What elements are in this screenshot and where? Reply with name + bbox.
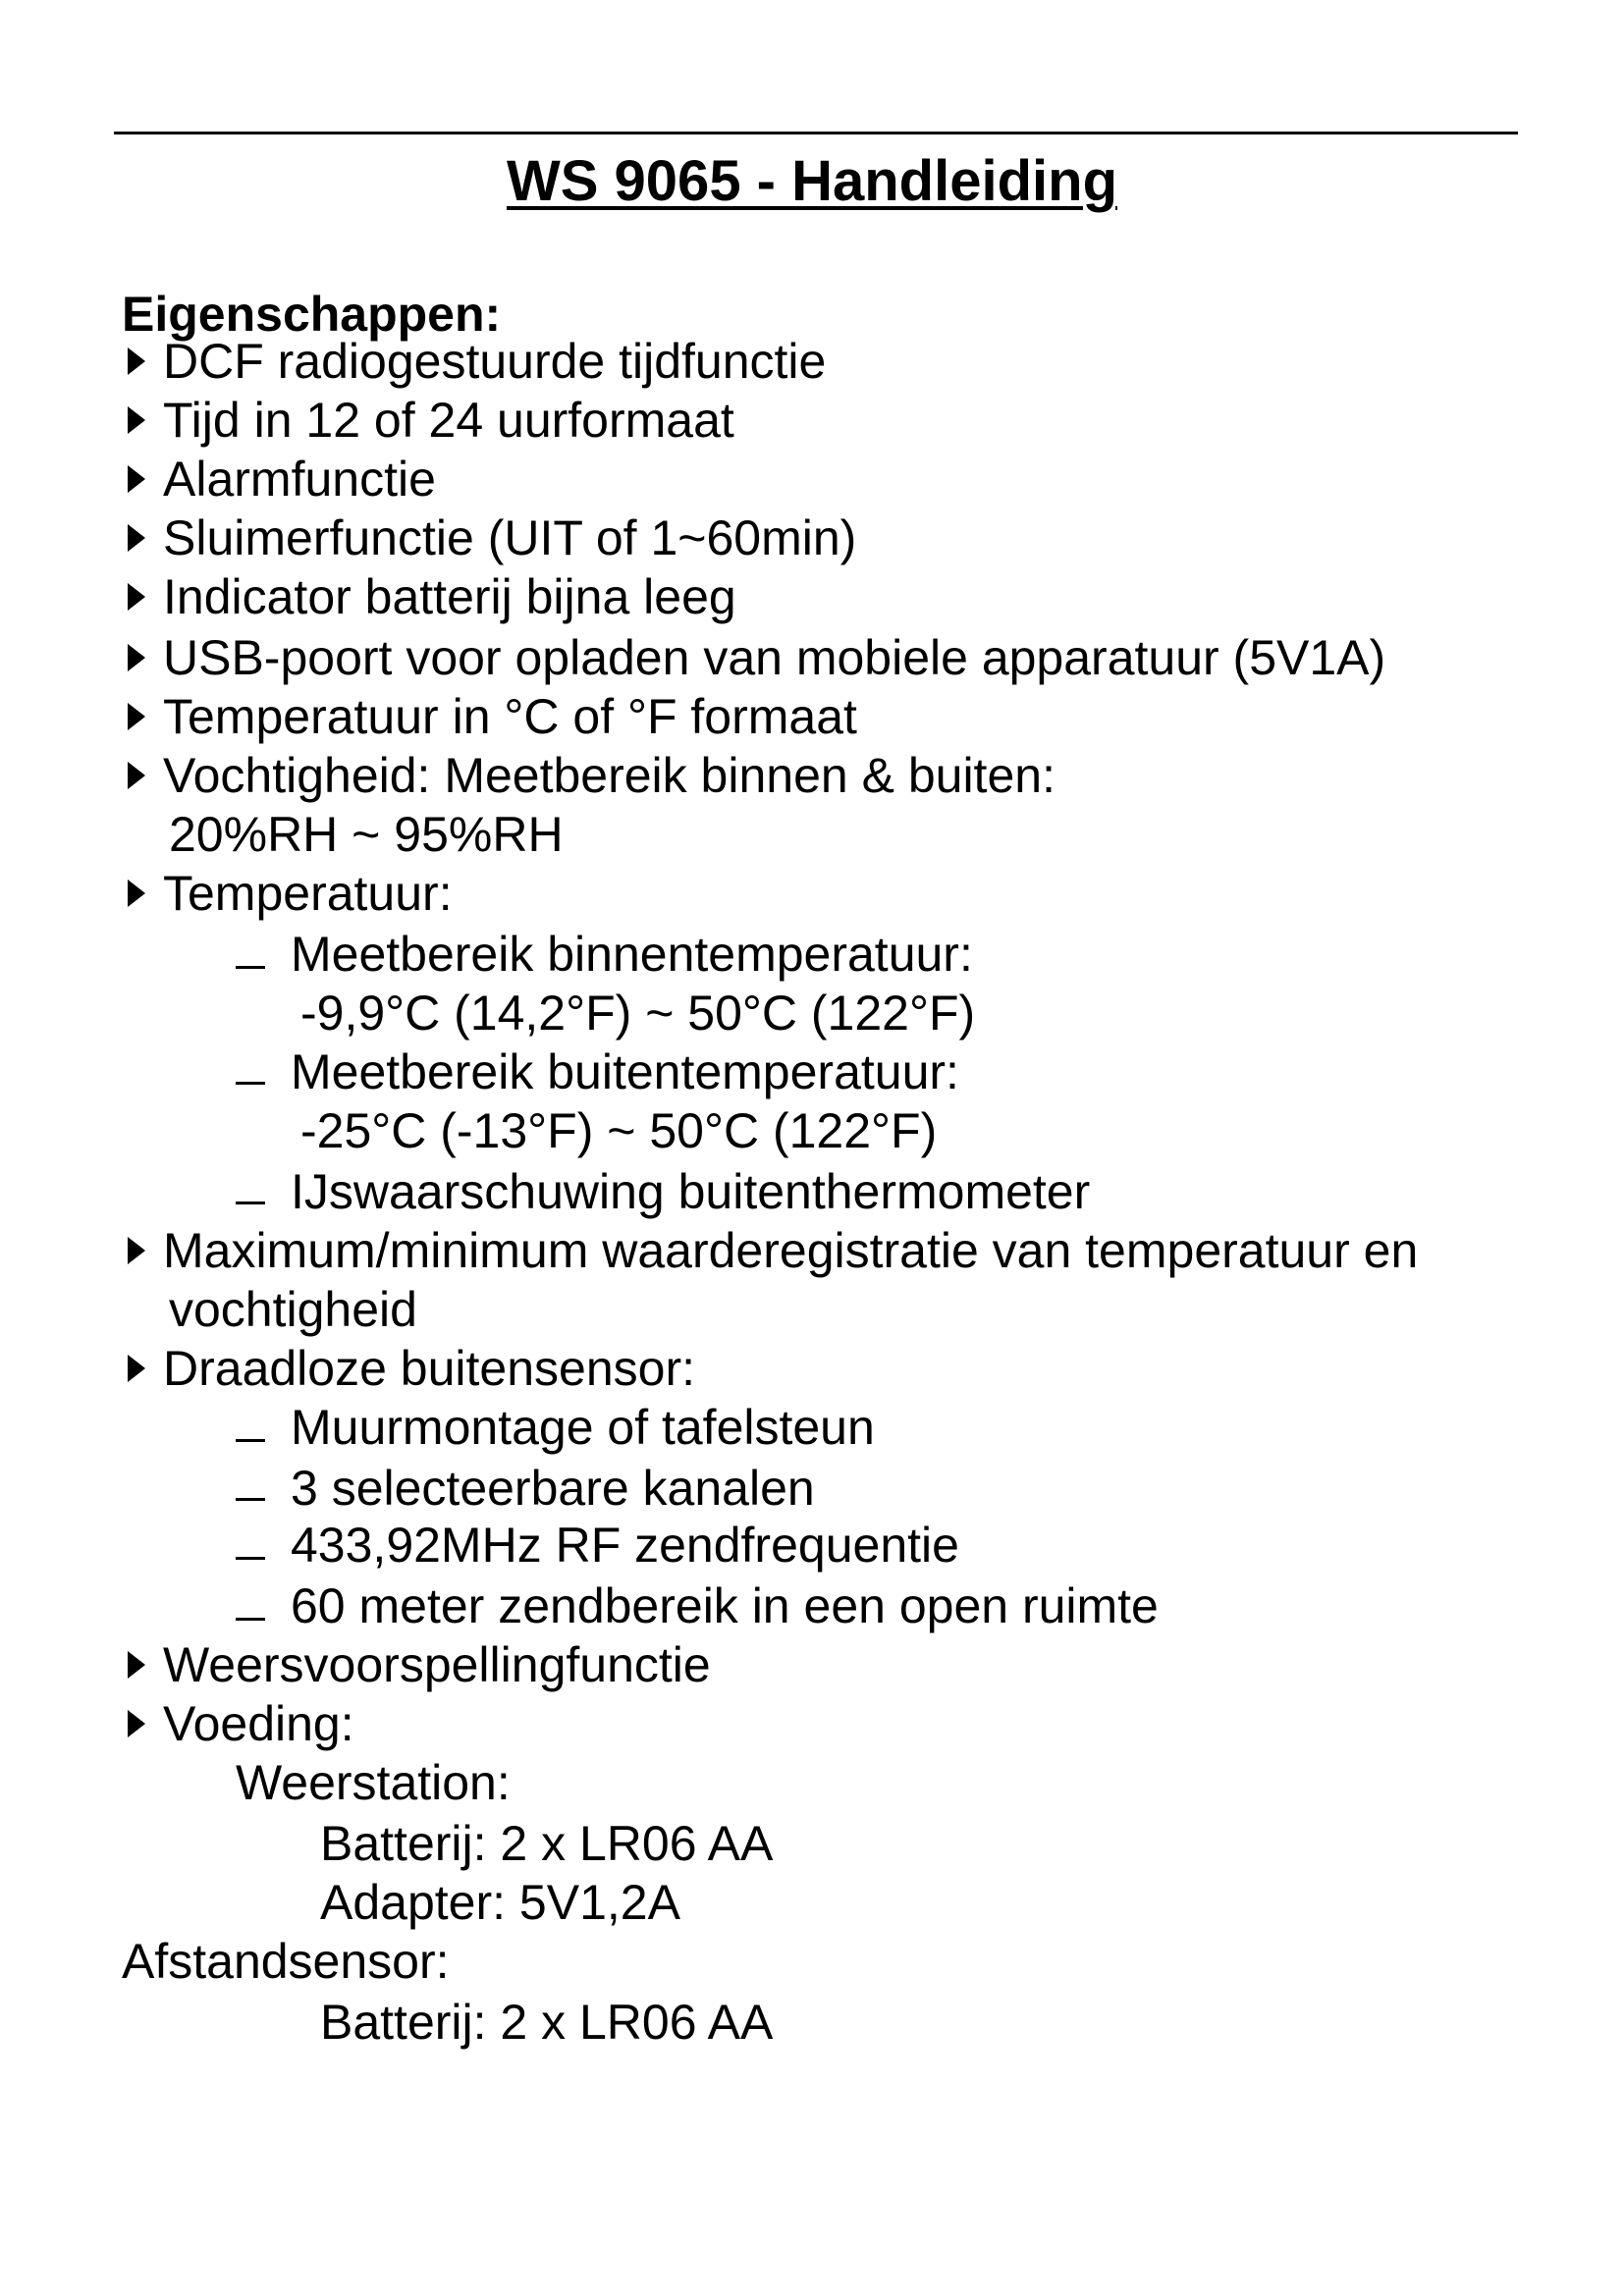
- page-title: [0, 147, 1624, 216]
- feature-item: Alarmfunctie: [163, 452, 436, 507]
- bullet-arrow-icon: [128, 644, 145, 671]
- dash-icon: [236, 1439, 265, 1442]
- feature-item: Tijd in 12 of 24 uurformaat: [163, 393, 734, 448]
- sensor-item: Muurmontage of tafelsteun: [291, 1400, 875, 1455]
- bullet-arrow-icon: [128, 406, 145, 434]
- humidity-label: Vochtigheid: Meetbereik binnen & buiten:: [163, 748, 1056, 803]
- feature-item: Sluimerfunctie (UIT of 1~60min): [163, 510, 857, 565]
- indoor-temp-range: -9,9°C (14,2°F) ~ 50°C (122°F): [300, 986, 976, 1041]
- bullet-arrow-icon: [128, 880, 145, 907]
- dash-icon: [236, 966, 265, 969]
- sensor-label: Draadloze buitensensor:: [163, 1341, 695, 1396]
- maxmin-line-2: vochtigheid: [169, 1282, 417, 1337]
- temperature-label: Temperatuur:: [163, 866, 453, 921]
- feature-item: Indicator batterij bijna leeg: [163, 569, 736, 624]
- page-title-text: WS 9065 - Handleiding: [507, 149, 1117, 213]
- bullet-arrow-icon: [128, 1355, 145, 1382]
- sensor-item: 433,92MHz RF zendfrequentie: [291, 1518, 959, 1573]
- ice-warning: IJswaarschuwing buitenthermometer: [291, 1164, 1091, 1219]
- bullet-arrow-icon: [128, 762, 145, 789]
- bullet-arrow-icon: [128, 347, 145, 375]
- top-rule: [114, 132, 1518, 134]
- station-label: Weerstation:: [236, 1755, 511, 1810]
- humidity-range: 20%RH ~ 95%RH: [169, 807, 564, 862]
- bullet-arrow-icon: [128, 465, 145, 493]
- feature-item: USB-poort voor opladen van mobiele apparatuur (5V1A): [163, 630, 1386, 685]
- section-heading: Eigenschappen:: [122, 287, 502, 342]
- dash-icon: [236, 1557, 265, 1560]
- dash-icon: [236, 1498, 265, 1501]
- remote-battery: Batterij: 2 x LR06 AA: [320, 1995, 774, 2050]
- power-label: Voeding:: [163, 1696, 354, 1751]
- bullet-arrow-icon: [128, 524, 145, 552]
- bullet-arrow-icon: [128, 1710, 145, 1737]
- outdoor-temp-label: Meetbereik buitentemperatuur:: [291, 1044, 959, 1099]
- indoor-temp-label: Meetbereik binnentemperatuur:: [291, 927, 973, 982]
- bullet-arrow-icon: [128, 703, 145, 730]
- dash-icon: [236, 1082, 265, 1085]
- maxmin-line-1: Maximum/minimum waarderegistratie van temperatuur en: [163, 1223, 1419, 1278]
- sensor-item: 60 meter zendbereik in een open ruimte: [291, 1578, 1159, 1633]
- forecast-item: Weersvoorspellingfunctie: [163, 1637, 711, 1692]
- outdoor-temp-range: -25°C (-13°F) ~ 50°C (122°F): [300, 1103, 938, 1158]
- station-adapter: Adapter: 5V1,2A: [320, 1875, 680, 1930]
- feature-item: DCF radiogestuurde tijdfunctie: [163, 334, 827, 389]
- dash-icon: [236, 1618, 265, 1621]
- bullet-arrow-icon: [128, 1237, 145, 1264]
- bullet-arrow-icon: [128, 1651, 145, 1679]
- station-battery: Batterij: 2 x LR06 AA: [320, 1816, 774, 1871]
- remote-label: Afstandsensor:: [122, 1934, 450, 1989]
- dash-icon: [236, 1201, 265, 1204]
- bullet-arrow-icon: [128, 583, 145, 611]
- sensor-item: 3 selecteerbare kanalen: [291, 1461, 815, 1516]
- feature-item: Temperatuur in °C of °F formaat: [163, 689, 857, 744]
